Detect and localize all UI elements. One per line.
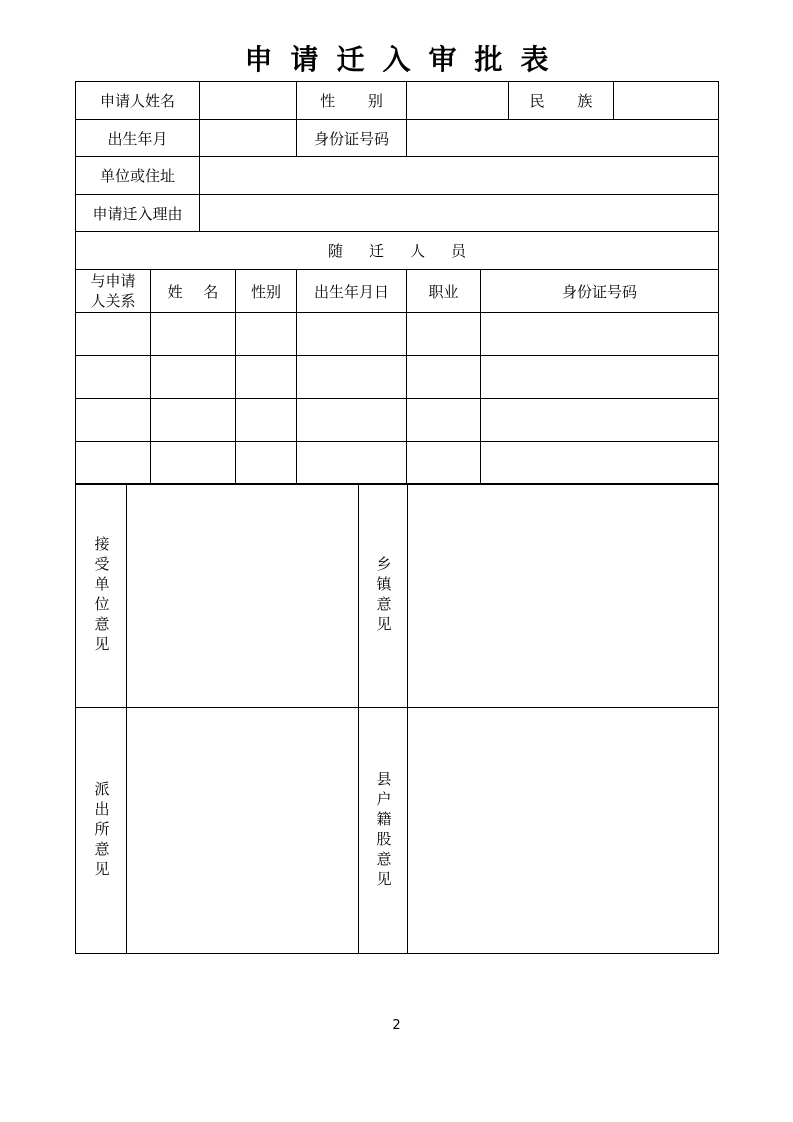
cell-id-number[interactable] xyxy=(480,441,719,485)
township-label-cell xyxy=(358,483,408,708)
cell-occupation[interactable] xyxy=(406,355,481,399)
header-relation: 与申请 人关系 xyxy=(75,269,151,313)
cell-gender[interactable] xyxy=(235,312,297,356)
county-household-opinion-field[interactable] xyxy=(407,707,719,954)
reason-label: 申请迁入理由 xyxy=(75,194,200,232)
cell-id-number[interactable] xyxy=(480,312,719,356)
cell-name[interactable] xyxy=(150,441,236,485)
header-occupation: 职业 xyxy=(406,269,481,313)
gender-label: 性 别 xyxy=(296,81,407,120)
cell-gender[interactable] xyxy=(235,355,297,399)
township-opinion-field[interactable] xyxy=(407,483,719,708)
cell-birth-date[interactable] xyxy=(296,441,407,485)
township-label: 乡镇意见 xyxy=(374,555,393,636)
cell-birth-date[interactable] xyxy=(296,355,407,399)
county-household-label-cell xyxy=(358,707,408,954)
cell-occupation[interactable] xyxy=(406,398,481,442)
accompanying-section-title: 随迁人员 xyxy=(75,231,719,270)
police-station-label-cell xyxy=(75,707,127,954)
ethnicity-field[interactable] xyxy=(613,81,719,120)
cell-birth-date[interactable] xyxy=(296,398,407,442)
opinions-section xyxy=(75,483,719,954)
header-id-number: 身份证号码 xyxy=(480,269,719,313)
address-label: 单位或住址 xyxy=(75,156,200,195)
receiving-unit-label: 接受单位意见 xyxy=(92,535,111,656)
cell-gender[interactable] xyxy=(235,398,297,442)
cell-id-number[interactable] xyxy=(480,398,719,442)
cell-occupation[interactable] xyxy=(406,312,481,356)
cell-gender[interactable] xyxy=(235,441,297,485)
address-field[interactable] xyxy=(199,156,719,195)
applicant-name-label: 申请人姓名 xyxy=(75,81,200,120)
cell-id-number[interactable] xyxy=(480,355,719,399)
cell-birth-date[interactable] xyxy=(296,312,407,356)
form-title: 申请迁入审批表 xyxy=(244,43,567,76)
header-gender: 性别 xyxy=(235,269,297,313)
cell-relation[interactable] xyxy=(75,398,151,442)
cell-relation[interactable] xyxy=(75,441,151,485)
gender-field[interactable] xyxy=(406,81,509,120)
police-station-label: 派出所意见 xyxy=(92,780,111,881)
cell-name[interactable] xyxy=(150,355,236,399)
cell-relation[interactable] xyxy=(75,355,151,399)
police-station-opinion-field[interactable] xyxy=(126,707,359,954)
receiving-unit-label-cell xyxy=(75,483,127,708)
birth-month-label: 出生年月 xyxy=(75,119,200,157)
applicant-name-field[interactable] xyxy=(199,81,297,120)
id-number-field[interactable] xyxy=(406,119,719,157)
accompanying-section xyxy=(75,231,719,484)
receiving-unit-opinion-field[interactable] xyxy=(126,483,359,708)
cell-occupation[interactable] xyxy=(406,441,481,485)
cell-name[interactable] xyxy=(150,398,236,442)
cell-name[interactable] xyxy=(150,312,236,356)
header-name: 姓 名 xyxy=(150,269,236,313)
page-number: 2 xyxy=(392,1018,401,1033)
reason-field[interactable] xyxy=(199,194,719,232)
applicant-info-section xyxy=(75,81,719,231)
header-birth-date: 出生年月日 xyxy=(296,269,407,313)
county-household-label: 县户籍股意见 xyxy=(374,770,393,891)
birth-month-field[interactable] xyxy=(199,119,297,157)
cell-relation[interactable] xyxy=(75,312,151,356)
ethnicity-label: 民 族 xyxy=(508,81,614,120)
id-number-label: 身份证号码 xyxy=(296,119,407,157)
